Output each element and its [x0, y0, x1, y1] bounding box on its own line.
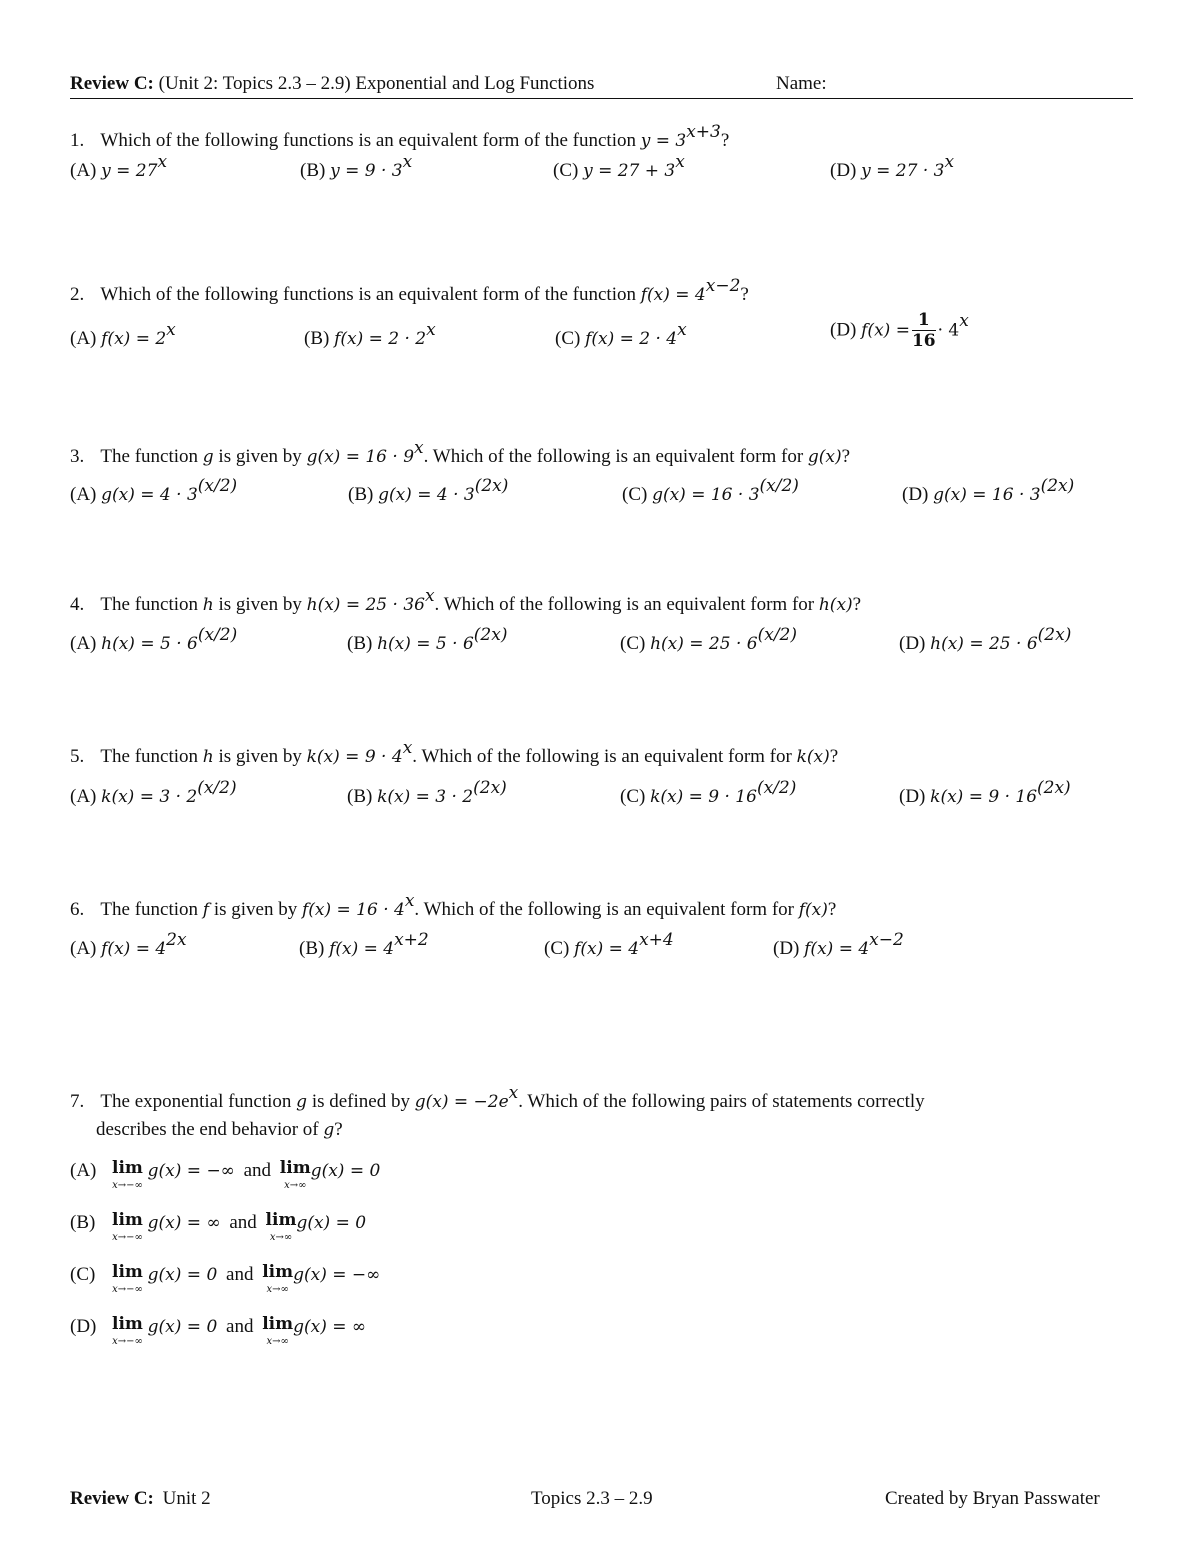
lim-word: lim — [262, 1262, 294, 1282]
q1-option-c[interactable] — [553, 152, 685, 182]
stem-exponent: x+3 — [686, 122, 721, 142]
limit-expr: g(x) = 0 — [147, 1265, 218, 1285]
question-stem-tail: . Which of the following is an equivalent form for — [414, 899, 794, 920]
stem-math: h(x) = 25 · 36 — [306, 595, 425, 615]
q1-option-d[interactable] — [830, 152, 955, 182]
header-bold-label: Review C: — [70, 73, 154, 94]
option-exp: x+4 — [639, 930, 674, 950]
stem-math: g(x) = −2e — [414, 1092, 509, 1112]
stem-end: ? — [852, 594, 862, 615]
option-label: (C) — [555, 328, 581, 349]
question-stem-tail: . Which of the following is an equivalent form for — [434, 594, 815, 615]
option-exp: (x/2) — [197, 778, 237, 798]
option-exp: (2x) — [473, 778, 507, 798]
limit-left — [112, 1316, 143, 1350]
option-exp: (x/2) — [197, 476, 238, 496]
option-exp: x — [426, 320, 436, 340]
option-label: (B) — [304, 328, 330, 349]
limit-expr: g(x) = 0 — [310, 1161, 381, 1181]
limit-right — [262, 1264, 293, 1298]
option-label: (B) — [299, 938, 325, 959]
question-5 — [70, 738, 839, 768]
stem-func: h(x) — [818, 595, 853, 615]
option-exp: (x/2) — [759, 476, 799, 496]
function-var: g — [296, 1092, 308, 1112]
stem-math: f(x) = 16 · 4 — [301, 900, 405, 920]
q4-option-b[interactable] — [347, 625, 508, 655]
q7-option-d[interactable] — [70, 1316, 366, 1350]
stem-end: ? — [827, 899, 837, 920]
option-exp: x — [402, 152, 413, 172]
question-stem: The function — [100, 594, 199, 615]
stem-exponent: x — [404, 891, 415, 911]
option-exp: (2x) — [1040, 476, 1075, 496]
q3-option-a[interactable] — [70, 476, 238, 506]
option-expr: h(x) = 25 · 6 — [650, 634, 758, 654]
q5-option-a[interactable] — [70, 778, 237, 808]
option-label: (D) — [902, 484, 929, 505]
option-expr: h(x) = 25 · 6 — [930, 634, 1038, 654]
option-expr: k(x) = 3 · 2 — [101, 787, 198, 807]
option-label: (B) — [300, 160, 326, 181]
option-expr: f(x) = — [861, 320, 910, 341]
option-label: (A) — [70, 938, 97, 959]
option-expr: k(x) = 9 · 16 — [650, 787, 757, 807]
question-1 — [70, 122, 730, 152]
stem-end: ? — [720, 130, 730, 151]
question-stem-mid: is given by — [218, 594, 302, 615]
page-header — [70, 73, 594, 95]
option-label: (D) — [899, 786, 926, 807]
question-number: 7. — [70, 1091, 85, 1112]
option-expr: g(x) = 4 · 3 — [101, 485, 198, 505]
limit-left — [112, 1264, 143, 1298]
option-exp: x — [677, 320, 687, 340]
question-stem-mid: is given by — [213, 899, 298, 920]
stem-exponent: x — [414, 438, 424, 458]
question-7 — [70, 1083, 925, 1113]
q7-option-a[interactable] — [70, 1160, 380, 1194]
question-number: 3. — [70, 446, 85, 467]
limit-expr: g(x) = −∞ — [293, 1265, 381, 1285]
option-exp: x — [675, 152, 685, 172]
function-var: h — [202, 595, 214, 615]
option-expr: f(x) = 2 · 4 — [585, 329, 678, 349]
question-stem: Which of the following functions is an equivalent form of the function — [100, 284, 636, 305]
option-exp: (x/2) — [756, 778, 797, 798]
option-exp: (2x) — [1037, 625, 1072, 645]
option-exp: (x/2) — [197, 625, 238, 645]
option-exp: x — [959, 310, 969, 331]
option-exp: x−2 — [869, 930, 904, 950]
option-exp: (x/2) — [757, 625, 797, 645]
question-6 — [70, 891, 837, 921]
function-var: h — [202, 747, 214, 767]
q5-option-d[interactable] — [899, 778, 1071, 808]
stem-math: k(x) = 9 · 4 — [306, 747, 403, 767]
q3-option-c[interactable] — [622, 476, 799, 506]
question-4 — [70, 586, 862, 616]
option-label: (D) — [773, 938, 800, 959]
header-title: (Unit 2: Topics 2.3 – 2.9) Exponential and Log Functions — [158, 73, 595, 94]
stem-end: ? — [841, 446, 851, 467]
question-2 — [70, 276, 749, 306]
footer-left — [70, 1488, 211, 1510]
question-stem-tail: . Which of the following pairs of statements correctly — [518, 1091, 925, 1112]
limit-expr: g(x) = 0 — [147, 1317, 218, 1337]
stem-func: k(x) — [796, 747, 830, 767]
q5-option-b[interactable] — [347, 778, 507, 808]
function-var: f — [202, 900, 210, 920]
option-expr: g(x) = 4 · 3 — [378, 485, 475, 505]
lim-subscript: x→∞ — [266, 1336, 289, 1347]
question-stem-mid: is given by — [218, 746, 302, 767]
option-expr: f(x) = 4 — [101, 939, 167, 959]
q2-option-b[interactable] — [304, 320, 436, 350]
question-stem: The function — [100, 899, 199, 920]
option-label: (B) — [70, 1212, 96, 1233]
limit-right — [280, 1160, 311, 1194]
question-7-line-2 — [96, 1119, 343, 1141]
stem-func: g(x) — [807, 447, 842, 467]
question-number: 1. — [70, 130, 85, 151]
fraction — [912, 310, 936, 351]
option-expr: y = 27 · 3 — [861, 161, 945, 181]
question-3 — [70, 438, 851, 468]
stem-exponent: x — [424, 586, 435, 606]
lim-subscript: x→−∞ — [112, 1232, 143, 1243]
footer-bold-label: Review C: — [70, 1488, 154, 1509]
question-stem-mid: is defined by — [311, 1091, 410, 1112]
q7-option-c[interactable] — [70, 1264, 380, 1298]
option-label: (C) — [553, 160, 579, 181]
question-stem: The function — [100, 746, 199, 767]
option-label: (D) — [899, 633, 926, 654]
q4-option-d[interactable] — [899, 625, 1072, 655]
option-label: (C) — [620, 633, 646, 654]
question-number: 5. — [70, 746, 85, 767]
option-expr: g(x) = 16 · 3 — [933, 485, 1041, 505]
stem-end: ? — [740, 284, 749, 305]
option-expr: y = 27 + 3 — [583, 161, 676, 181]
option-label: (B) — [348, 484, 374, 505]
question-stem: The exponential function — [100, 1091, 292, 1112]
option-expr: f(x) = 4 — [329, 939, 395, 959]
question-number: 4. — [70, 594, 85, 615]
option-exp: 2x — [166, 930, 187, 950]
q5-option-c[interactable] — [620, 778, 797, 808]
q6-option-b[interactable] — [299, 930, 429, 960]
stem-func: f(x) — [798, 900, 828, 920]
option-label: (C) — [70, 1264, 96, 1285]
lim-word: lim — [262, 1314, 294, 1334]
and-word: and — [243, 1160, 272, 1181]
question-stem-tail: . Which of the following is an equivalent form for — [423, 446, 804, 467]
option-expr-tail: · 4 — [937, 320, 960, 341]
option-exp: x — [166, 320, 176, 340]
stem-math: g(x) = 16 · 9 — [306, 447, 415, 467]
question-stem-mid: is given by — [218, 446, 302, 467]
q4-option-c[interactable] — [620, 625, 797, 655]
question-stem-line2: describes the end behavior of — [96, 1119, 319, 1140]
option-label: (A) — [70, 1160, 97, 1181]
lim-word: lim — [279, 1158, 311, 1178]
option-expr: f(x) = 4 — [804, 939, 870, 959]
stem-exponent: x — [402, 738, 413, 758]
header-rule — [70, 98, 1133, 99]
limit-right — [266, 1212, 297, 1246]
option-exp: x — [157, 152, 168, 172]
limit-expr: g(x) = −∞ — [147, 1161, 235, 1181]
option-label: (D) — [830, 319, 857, 341]
option-exp: (2x) — [474, 476, 509, 496]
option-exp: x+2 — [394, 930, 429, 950]
q1-option-b[interactable] — [300, 152, 413, 182]
footer-credit: Created by Bryan Passwater — [885, 1488, 1100, 1509]
limit-expr: g(x) = ∞ — [147, 1213, 221, 1233]
and-word: and — [226, 1316, 254, 1337]
option-label: (D) — [830, 160, 857, 181]
option-expr: f(x) = 4 — [574, 939, 640, 959]
option-exp: x — [944, 152, 955, 172]
option-label: (C) — [544, 938, 570, 959]
fraction-denominator: 16 — [911, 331, 936, 351]
lim-word: lim — [112, 1262, 143, 1282]
option-label: (A) — [70, 633, 97, 654]
lim-word: lim — [112, 1210, 143, 1230]
option-expr: y = 27 — [101, 161, 158, 181]
footer-topics: Topics 2.3 – 2.9 — [531, 1488, 653, 1509]
question-number: 2. — [70, 284, 85, 305]
and-word: and — [229, 1212, 257, 1233]
name-label: Name: — [776, 73, 827, 94]
fraction-numerator: 1 — [912, 310, 936, 331]
stem-exponent: x−2 — [705, 276, 741, 296]
option-exp: (2x) — [1037, 778, 1071, 798]
stem-exponent: x — [508, 1083, 519, 1103]
q4-option-a[interactable] — [70, 625, 238, 655]
q6-option-c[interactable] — [544, 930, 674, 960]
question-stem: The function — [100, 446, 199, 467]
option-exp: (2x) — [473, 625, 508, 645]
stem-math: f(x) = 4 — [640, 285, 706, 305]
lim-subscript: x→−∞ — [112, 1336, 143, 1347]
lim-word: lim — [265, 1210, 297, 1230]
option-expr: k(x) = 9 · 16 — [930, 787, 1038, 807]
option-label: (A) — [70, 160, 97, 181]
limit-right — [262, 1316, 293, 1350]
option-label: (A) — [70, 484, 97, 505]
q2-option-d[interactable] — [830, 310, 969, 351]
option-expr: f(x) = 2 — [101, 329, 167, 349]
option-expr: h(x) = 5 · 6 — [377, 634, 474, 654]
function-var: g — [202, 447, 214, 467]
option-label: (C) — [622, 484, 648, 505]
q3-option-d[interactable] — [902, 476, 1075, 506]
stem-end: ? — [334, 1119, 343, 1140]
lim-subscript: x→∞ — [266, 1284, 289, 1295]
stem-end: ? — [829, 746, 839, 767]
footer-unit: Unit 2 — [162, 1488, 211, 1509]
option-expr: h(x) = 5 · 6 — [101, 634, 198, 654]
option-expr: f(x) = 2 · 2 — [334, 329, 427, 349]
question-number: 6. — [70, 899, 85, 920]
stem-math: y = 3 — [640, 131, 687, 151]
q2-option-a[interactable] — [70, 320, 176, 350]
lim-word: lim — [112, 1158, 143, 1178]
lim-subscript: x→−∞ — [112, 1284, 143, 1295]
option-label: (B) — [347, 633, 373, 654]
q7-option-b[interactable] — [70, 1212, 366, 1246]
lim-subscript: x→∞ — [269, 1232, 293, 1243]
lim-word: lim — [112, 1314, 143, 1334]
limit-left — [112, 1160, 143, 1194]
lim-subscript: x→∞ — [284, 1180, 307, 1191]
option-expr: k(x) = 3 · 2 — [377, 787, 474, 807]
option-label: (B) — [347, 786, 373, 807]
q3-option-b[interactable] — [348, 476, 509, 506]
option-label: (A) — [70, 328, 97, 349]
limit-expr: g(x) = 0 — [296, 1213, 367, 1233]
and-word: and — [226, 1264, 254, 1285]
lim-subscript: x→−∞ — [112, 1180, 143, 1191]
option-expr: y = 9 · 3 — [330, 161, 403, 181]
option-expr: g(x) = 16 · 3 — [652, 485, 760, 505]
q6-option-d[interactable] — [773, 930, 904, 960]
option-label: (D) — [70, 1316, 97, 1337]
question-stem-tail: . Which of the following is an equivalent form for — [412, 746, 792, 767]
option-label: (C) — [620, 786, 646, 807]
option-label: (A) — [70, 786, 97, 807]
limit-left — [112, 1212, 143, 1246]
q1-option-a[interactable] — [70, 152, 168, 182]
function-var: g — [323, 1120, 335, 1140]
question-stem: Which of the following functions is an equivalent form of the function — [100, 130, 636, 151]
limit-expr: g(x) = ∞ — [293, 1317, 367, 1337]
q2-option-c[interactable] — [555, 320, 687, 350]
q6-option-a[interactable] — [70, 930, 187, 960]
